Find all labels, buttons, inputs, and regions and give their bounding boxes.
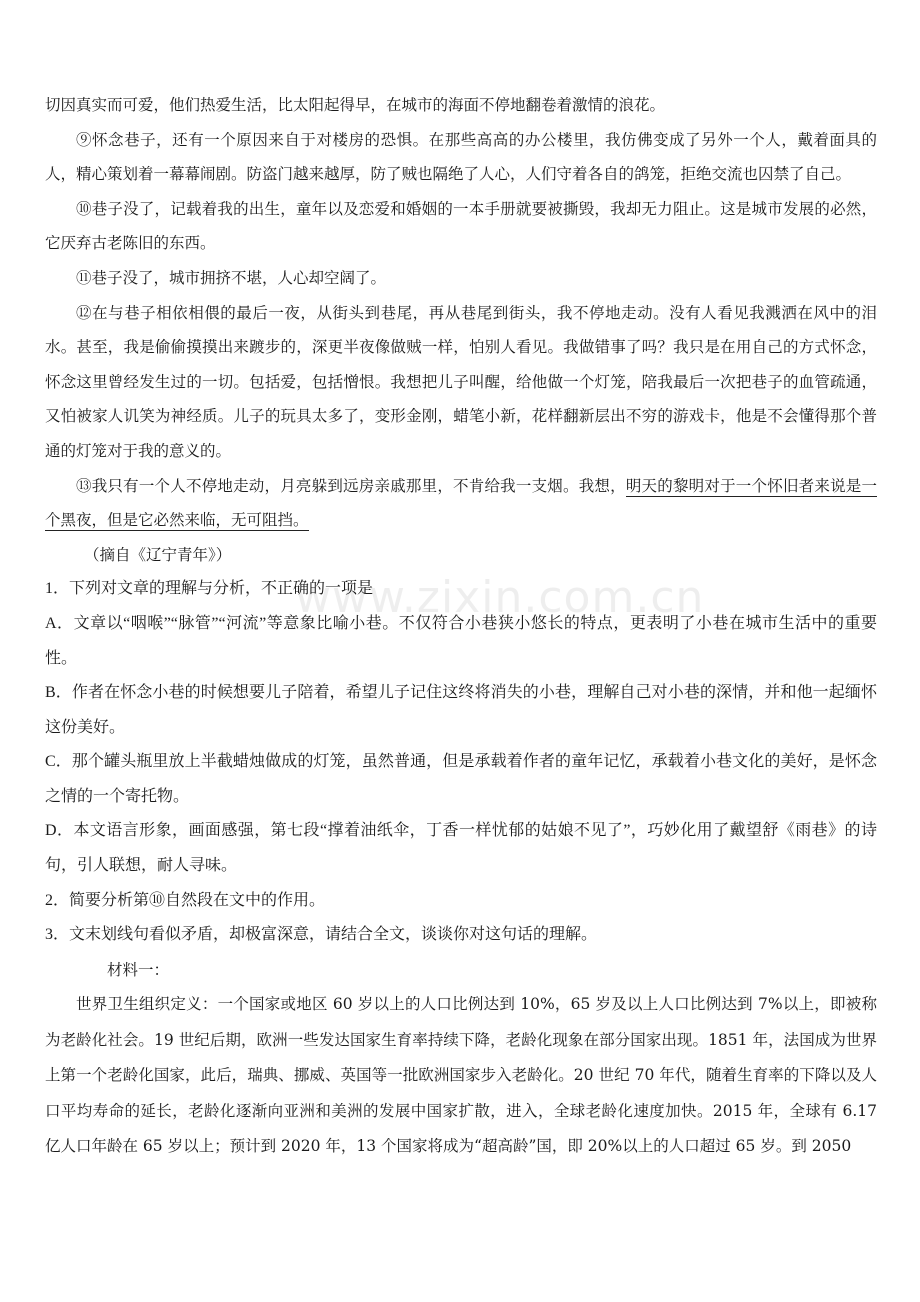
question-3: 3．文末划线句看似矛盾，却极富深意，请结合全文，谈谈你对这句话的理解。 <box>45 926 598 944</box>
paragraph-13-text: ⑬我只有一个人不停地走动，月亮躲到远房亲戚那里，不肯给我一支烟。我想， <box>76 476 626 495</box>
passage-paragraph-9: ⑨怀念巷子，还有一个原因来自于对楼房的恐惧。在那些高高的办公楼里，我仿佛变成了另外一个人，戴着面具的人，精心策划着一幕幕闹剧。防盗门越来越厚，防了贼也隔绝了人心，人们守着各自的鸽笼，拒绝交流也囚禁了自己。 <box>45 130 877 184</box>
passage-paragraph-continued: 切因真实而可爱，他们热爱生活，比太阳起得早，在城市的海面不停地翻卷着激情的浪花。 <box>45 96 666 114</box>
passage-paragraph-10: ⑩巷子没了，记载着我的出生，童年以及恋爱和婚姻的一本手册就要被撕毁，我却无力阻止。这是城市发展的必然，它厌弃古老陈旧的东西。 <box>45 199 877 253</box>
passage-paragraph-13 <box>45 469 877 538</box>
questions <box>45 572 877 953</box>
question-1: 1．下列对文章的理解与分析，不正确的一项是 <box>45 580 374 598</box>
passage-source: （摘自《辽宁青年》） <box>84 545 232 564</box>
option-b: B．作者在怀念小巷的时候想要儿子陪着，希望儿子记住这终将消失的小巷，理解自己对小巷的深情，并和他一起缅怀这份美好。 <box>45 684 877 736</box>
passage-paragraph-12: ⑫在与巷子相依相偎的最后一夜，从街头到巷尾，再从巷尾到街头，我不停地走动。没有人看见我溅洒在风中的泪水。甚至，我是偷偷摸摸出来踱步的，深更半夜像做贼一样，怕别人看见。我做错事了吗？我只是在用自己的方式怀念，怀念这里曾经发生过的一切。包括爱，包括憎恨。我想把儿子叫醒，给他做一个灯笼，陪我最后一次把巷子的血管疏通，又怕被家人讥笑为神经质。儿子的玩具太多了，变形金刚，蜡笔小新，花样翻新层出不穷的游戏卡，他是不会懂得那个普通的灯笼对于我的意义的。 <box>45 303 877 460</box>
material-paragraph: 世界卫生组织定义：一个国家或地区 60 岁以上的人口比例达到 10%，65 岁及以上人口比例达到 7%以上，即被称为老龄化社会。19 世纪后期，欧洲一些发达国家生育率持续下降，老龄化现象在部分国家出现。1851 年，法国成为世界上第一个老龄化国家，此后，瑞典、挪威、英国等一批欧洲国家步入老龄化。20 世纪 70 年代，随着生育率的下降以及人口平均寿命的延长，老龄化逐渐向亚洲和美洲的发展中国家扩散，进入，全球老龄化速度加快。2015 年，全球有 6.17 亿人口年龄在 65 岁以上；预计到 2020 年，13 个国家将成为“超高龄”国，即 20%以上的人口超过 65 岁。到 2050 <box>45 995 877 1156</box>
option-a: A．文章以“咽喉”“脉管”“河流”等意象比喻小巷。不仅符合小巷狭小悠长的特点，更表明了小巷在城市生活中的重要性。 <box>45 614 877 667</box>
option-c: C．那个罐头瓶里放上半截蜡烛做成的灯笼，虽然普通，但是承载着作者的童年记忆，承载着小巷文化的美好，是怀念之情的一个寄托物。 <box>45 753 877 805</box>
passage <box>45 88 877 1165</box>
material-title: 材料一： <box>107 960 170 979</box>
underlined-sentence: 明天的黎明对于一个怀旧者来说是一个黑夜，但是它必然来临，无可阻挡。 <box>45 476 877 530</box>
question-2: 2．简要分析第⑩自然段在文中的作用。 <box>45 891 326 909</box>
passage-paragraph-11: ⑪巷子没了，城市拥挤不堪，人心却空阔了。 <box>76 268 387 287</box>
watermark: www.zixin.com.cn <box>295 572 705 623</box>
option-d: D．本文语言形象，画面感强，第七段“撑着油纸伞，丁香一样忧郁的姑娘不见了”，巧妙化用了戴望舒《雨巷》的诗句，引人联想，耐人寻味。 <box>45 822 877 875</box>
